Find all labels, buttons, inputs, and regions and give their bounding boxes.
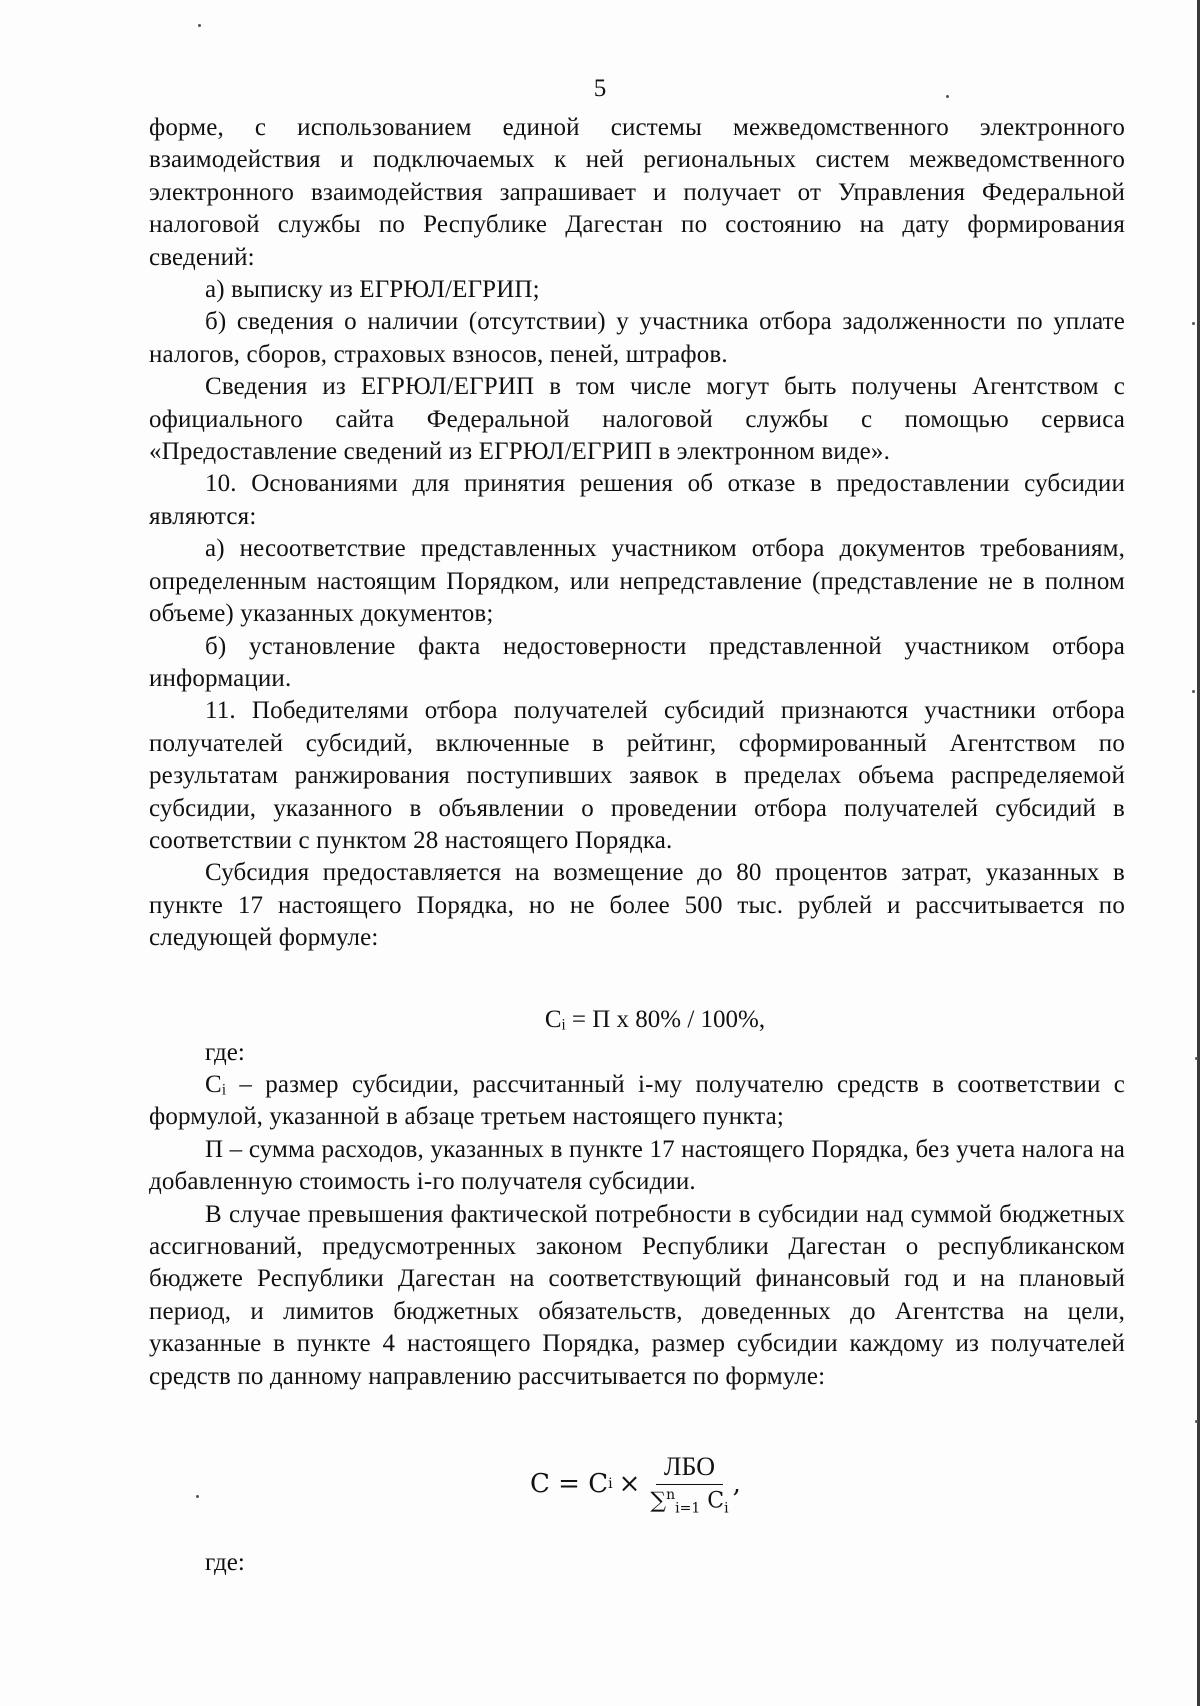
formula-lhs-sub: i <box>608 1476 613 1493</box>
body-text-lower <box>149 1069 1125 1393</box>
scan-speck <box>196 1495 199 1498</box>
scan-speck <box>198 24 201 27</box>
formula-trail: , <box>732 1469 741 1500</box>
den-c: C <box>707 1488 725 1514</box>
sigma-upper: n <box>666 1487 676 1503</box>
paragraph: а) выписку из ЕГРЮЛ/ЕГРИП; <box>205 276 540 304</box>
formula-prorated-subsidy <box>530 1452 741 1517</box>
definition: Cᵢ – размер субсидии, рассчитанный i-му получателю средств в соответствии с формулой, указанной в абзаце третьем настоящего пункта; <box>149 1071 1125 1131</box>
formula-times: × <box>618 1469 641 1500</box>
sigma-lower: i=1 <box>675 1500 701 1517</box>
paragraph: Субсидия предоставляется на возмещение до 80 процентов затрат, указанных в пункте 17 настоящего Порядка, но не более 500 тыс. рублей и рассчитывается по следующей формуле: <box>149 859 1125 952</box>
paragraph: а) несоответствие представленных участником отбора документов требованиям, определенным настоящим Порядком, или непредставление (представление не в полном объеме) указанных документов; <box>149 535 1125 628</box>
paragraph: 10. Основаниями для принятия решения об отказе в предоставлении субсидии являются: <box>149 470 1125 530</box>
where-label: где: <box>205 1039 245 1066</box>
paragraph: В случае превышения фактической потребности в субсидии над суммой бюджетных ассигнований, предусмотренных законом Республики Дагестан о республиканском бюджете Республики Дагестан на соответствующий финансовый год и на плановый период, и лимитов бюджетных обязательств, доведенных до Агентства на цели, указанные в пункте 4 настоящего Порядка, размер субсидии каждому из получателей средств по данному направлению рассчитывается по формуле: <box>149 1200 1125 1390</box>
formula-denominator <box>650 1485 728 1517</box>
paragraph: б) установление факта недостоверности представленной участником отбора информации. <box>149 632 1125 692</box>
body-text-upper <box>149 112 1125 955</box>
scan-speck <box>1195 1420 1198 1423</box>
scan-speck <box>1192 322 1195 325</box>
page-number: 5 <box>593 75 607 102</box>
definition: П – сумма расходов, указанных в пункте 17 настоящего Порядка, без учета налога на добавленную стоимость i-го получателя субсидии. <box>149 1135 1125 1196</box>
formula-fraction <box>650 1452 728 1517</box>
scan-speck <box>1192 690 1195 693</box>
formula-subsidy: Cᵢ = П x 80% / 100%, <box>544 1006 766 1033</box>
sigma-symbol: ∑ <box>650 1488 667 1514</box>
paragraph: 11. Победителями отбора получателей субсидий признаются участники отбора получателей субсидий, включенные в рейтинг, сформированный Агентством по результатам ранжирования поступивших заявок в пределах объема распределяемой субсидии, указанного в объявлении о проведении отбора получателей субсидий в соответствии с пунктом 28 настоящего Порядка. <box>149 697 1125 854</box>
paragraph: б) сведения о наличии (отсутствии) у участника отбора задолженности по уплате налогов, сборов, страховых взносов, пеней, штрафов. <box>149 308 1125 368</box>
den-c-sub: i <box>724 1500 729 1517</box>
formula-lhs: C = C <box>530 1469 609 1500</box>
scan-speck <box>946 95 949 98</box>
scan-speck <box>1195 1057 1198 1060</box>
paragraph: форме, с использованием единой системы межведомственного электронного взаимодействия и подключаемых к ней региональных систем межведомственного электронного взаимодействия запрашивает и получает от Управления Федеральной налоговой службы по Республике Дагестан по состоянию на дату формирования сведений: <box>149 114 1125 271</box>
paragraph: Сведения из ЕГРЮЛ/ЕГРИП в том числе могут быть получены Агентством с официального сайта Федеральной налоговой службы с помощью сервиса «Предоставление сведений из ЕГРЮЛ/ЕГРИП в электронном виде». <box>149 373 1125 466</box>
where-label: где: <box>205 1549 245 1576</box>
formula-numerator: ЛБО <box>656 1452 723 1485</box>
